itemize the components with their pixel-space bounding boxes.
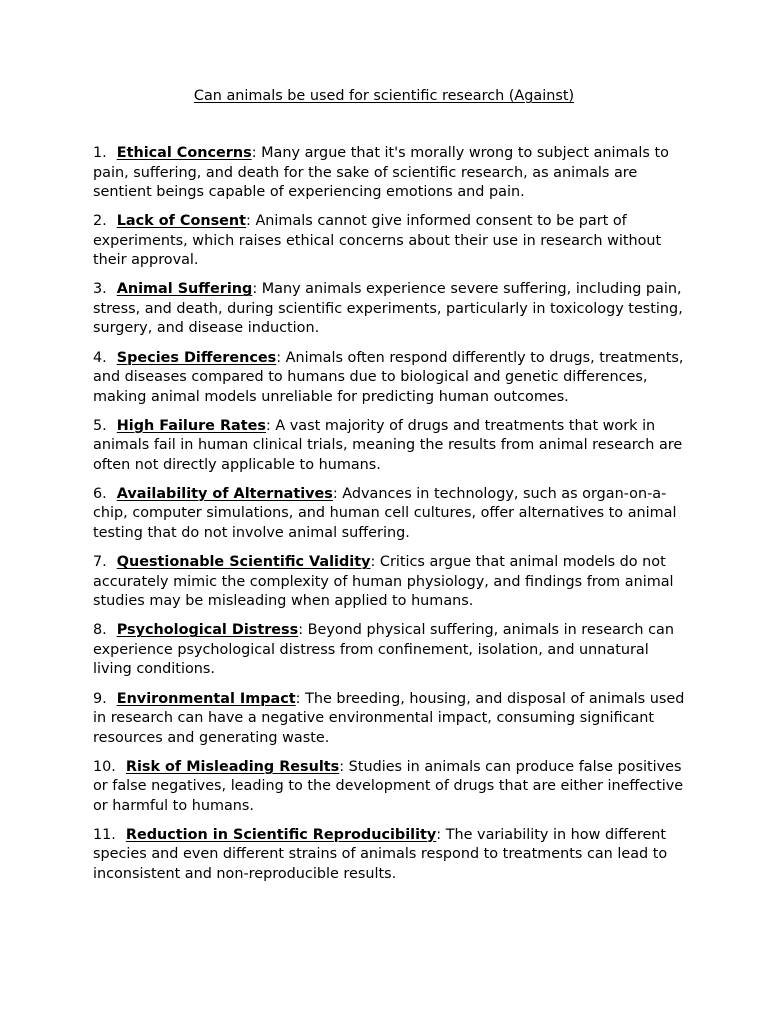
item-text: : Many argue that it's morally wrong to subject animals to pain, suffering, and death for the sake of scientific research, as animals are sentient beings capable of experiencing emotions and pain.	[93, 145, 669, 200]
item-text: : Critics argue that animal models do not accurately mimic the complexity of human physiology, and findings from animal studies may be misleading when applied to humans.	[93, 554, 674, 610]
item-text: : The breeding, housing, and disposal of animals used in research can have a negative environmental impact, consuming significant resources and generating waste.	[93, 690, 685, 746]
list-item	[93, 758, 688, 817]
item-text: : Beyond physical suffering, animals in research can experience psychological distress from confinement, isolation, and unnatural living conditions.	[93, 622, 674, 678]
list-item	[93, 690, 688, 749]
list-item	[93, 485, 688, 544]
list-item	[93, 417, 688, 476]
item-term: Psychological Distress	[116, 622, 299, 639]
item-term: Animal Suffering	[116, 281, 253, 298]
item-text: : Many animals experience severe suffering, including pain, stress, and death, during scientific experiments, particularly in toxicology testing, surgery, and disease induction.	[93, 281, 683, 337]
item-term: Risk of Misleading Results	[125, 758, 340, 775]
item-number: 2.	[93, 213, 107, 230]
item-term: Availability of Alternatives	[116, 485, 333, 502]
item-number: 11.	[93, 826, 116, 843]
list-item	[93, 349, 688, 408]
item-term: Lack of Consent	[116, 213, 247, 230]
item-text: : Studies in animals can produce false positives or false negatives, leading to the development of drugs that are either ineffective or harmful to humans.	[93, 758, 684, 814]
list-item	[93, 621, 688, 680]
item-number: 10.	[93, 758, 116, 775]
argument-list	[93, 144, 688, 894]
item-number: 1.	[93, 145, 107, 161]
list-item	[93, 826, 688, 885]
item-text: : Animals cannot give informed consent to be part of experiments, which raises ethical concerns about their use in research without their approval.	[93, 213, 662, 269]
list-item	[93, 144, 688, 203]
item-text: : A vast majority of drugs and treatments that work in animals fail in human clinical trials, meaning the results from animal research are often not directly applicable to humans.	[93, 417, 683, 473]
document-title: Can animals be used for scientific research (Against)	[193, 88, 575, 104]
item-term: Species Differences	[116, 349, 277, 366]
item-number: 9.	[93, 690, 107, 707]
item-number: 4.	[93, 349, 107, 366]
item-term: Environmental Impact	[116, 690, 296, 707]
list-item	[93, 553, 688, 612]
item-term: High Failure Rates	[116, 417, 266, 434]
item-term: Questionable Scientific Validity	[116, 554, 371, 571]
item-text: : Advances in technology, such as organ-on-a-chip, computer simulations, and human cell cultures, offer alternatives to animal testing that do not involve animal suffering.	[93, 485, 677, 541]
item-term: Reduction in Scientific Reproducibility	[125, 826, 437, 843]
item-number: 5.	[93, 417, 107, 434]
list-item	[93, 280, 688, 339]
item-term: Ethical Concerns	[116, 145, 252, 161]
item-text: : The variability in how different species and even different strains of animals respond to treatments can lead to inconsistent and non-reproducible results.	[93, 826, 668, 882]
item-number: 3.	[93, 281, 107, 298]
list-item	[93, 212, 688, 271]
item-number: 6.	[93, 485, 107, 502]
item-number: 8.	[93, 622, 107, 639]
item-text: : Animals often respond differently to drugs, treatments, and diseases compared to humans due to biological and genetic differences, making animal models unreliable for predicting human outcomes.	[93, 349, 684, 405]
item-number: 7.	[93, 554, 107, 571]
